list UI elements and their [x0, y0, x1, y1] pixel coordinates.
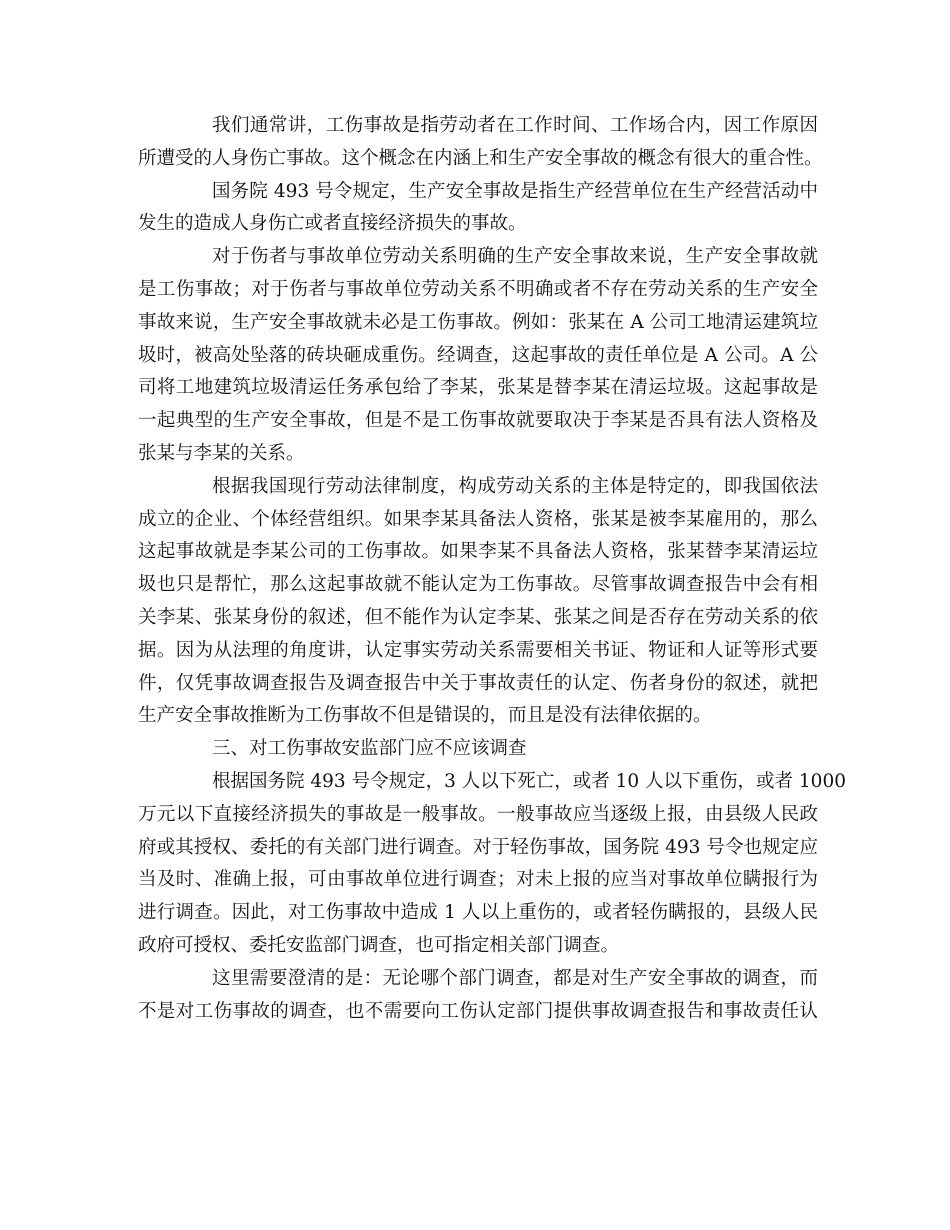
- document-body: [138, 110, 846, 1028]
- text-line: 政府可授权、委托安监部门调查，也可指定相关部门调查。: [138, 934, 620, 956]
- text-line: 这起事故就是李某公司的工伤事故。如果李某不具备法人资格，张某替李某清运垃: [138, 541, 818, 563]
- text-line: 圾也只是帮忙，那么这起事故就不能认定为工伤事故。尽管事故调查报告中会有相: [138, 574, 818, 596]
- text-line: 这里需要澄清的是：无论哪个部门调查，都是对生产安全事故的调查，而: [212, 967, 818, 989]
- text-line: 一起典型的生产安全事故，但是不是工伤事故就要取决于李某是否具有法人资格及: [138, 410, 818, 432]
- text-line: 生产安全事故推断为工伤事故不但是错误的，而且是没有法律依据的。: [138, 705, 712, 727]
- text-line: 成立的企业、个体经营组织。如果李某具备法人资格，张某是被李某雇用的，那么: [138, 508, 818, 530]
- text-line: 不是对工伤事故的调查，也不需要向工伤认定部门提供事故调查报告和事故责任认: [138, 1000, 818, 1022]
- text-line: 关李某、张某身份的叙述，但不能作为认定李某、张某之间是否存在劳动关系的依: [138, 606, 818, 628]
- text-line: 进行调查。因此，对工伤事故中造成 1 人以上重伤的，或者轻伤瞒报的，县级人民: [138, 902, 818, 924]
- text-line: 对于伤者与事故单位劳动关系明确的生产安全事故来说，生产安全事故就: [212, 246, 818, 268]
- text-line: 根据国务院 493 号令规定，3 人以下死亡，或者 10 人以下重伤，或者 1000: [212, 770, 846, 792]
- text-line: 件，仅凭事故调查报告及调查报告中关于事故责任的认定、伤者身份的叙述，就把: [138, 672, 818, 694]
- text-line: 万元以下直接经济损失的事故是一般事故。一般事故应当逐级上报，由县级人民政: [138, 803, 818, 825]
- text-line: 当及时、准确上报，可由事故单位进行调查；对未上报的应当对事故单位瞒报行为: [138, 869, 818, 891]
- text-line: 事故来说，生产安全事故就未必是工伤事故。例如：张某在 A 公司工地清运建筑垃: [138, 311, 818, 333]
- text-line: 根据我国现行劳动法律制度，构成劳动关系的主体是特定的，即我国依法: [212, 475, 818, 497]
- text-line: 圾时，被高处坠落的砖块砸成重伤。经调查，这起事故的责任单位是 A 公司。A 公: [138, 344, 818, 366]
- text-line: 司将工地建筑垃圾清运任务承包给了李某，张某是替李某在清运垃圾。这起事故是: [138, 377, 818, 399]
- text-line: 据。因为从法理的角度讲，认定事实劳动关系需要相关书证、物证和人证等形式要: [138, 639, 818, 661]
- text-line: 三、对工伤事故安监部门应不应该调查: [212, 738, 527, 760]
- text-line: 国务院 493 号令规定，生产安全事故是指生产经营单位在生产经营活动中: [212, 180, 818, 202]
- text-line: 张某与李某的关系。: [138, 442, 305, 464]
- text-line: 所遭受的人身伤亡事故。这个概念在内涵上和生产安全事故的概念有很大的重合性。: [138, 147, 823, 169]
- text-line: 我们通常讲，工伤事故是指劳动者在工作时间、工作场合内，因工作原因: [212, 115, 818, 136]
- text-line: 是工伤事故；对于伤者与事故单位劳动关系不明确或者不存在劳动关系的生产安全: [138, 278, 818, 300]
- text-line: 府或其授权、委托的有关部门进行调查。对于轻伤事故，国务院 493 号令也规定应: [138, 836, 818, 858]
- text-line: 发生的造成人身伤亡或者直接经济损失的事故。: [138, 213, 527, 235]
